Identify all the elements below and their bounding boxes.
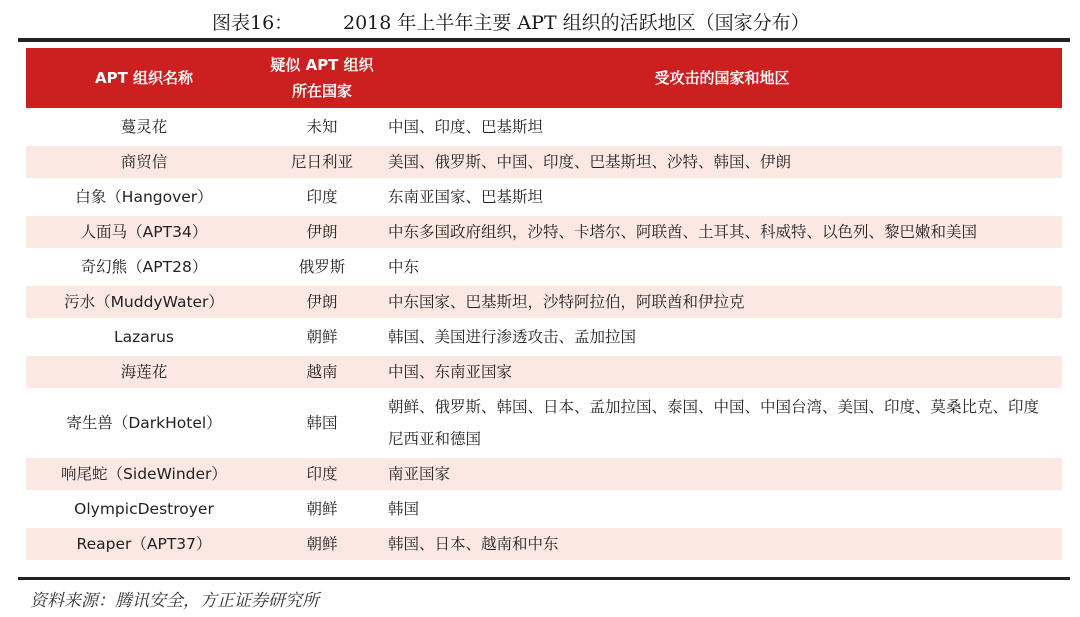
apt-name: 海莲花 bbox=[26, 356, 262, 388]
apt-country: 朝鲜 bbox=[262, 321, 382, 353]
header-name: APT 组织名称 bbox=[26, 48, 262, 108]
table-row bbox=[26, 391, 1062, 455]
apt-name: 蔓灵花 bbox=[26, 111, 262, 143]
apt-country: 越南 bbox=[262, 356, 382, 388]
apt-name: 人面马（APT34） bbox=[26, 216, 262, 248]
table-row bbox=[26, 286, 1062, 318]
apt-targets: 中东多国政府组织，沙特、卡塔尔、阿联酋、土耳其、科威特、以色列、黎巴嫩和美国 bbox=[382, 216, 1062, 248]
apt-targets: 南亚国家 bbox=[382, 458, 1062, 490]
apt-targets: 韩国 bbox=[382, 493, 1062, 525]
top-rule bbox=[18, 38, 1070, 42]
table-header-row bbox=[26, 48, 1062, 108]
apt-targets: 中国、印度、巴基斯坦 bbox=[382, 111, 1062, 143]
apt-targets: 韩国、美国进行渗透攻击、孟加拉国 bbox=[382, 321, 1062, 353]
apt-country: 未知 bbox=[262, 111, 382, 143]
apt-targets: 中国、东南亚国家 bbox=[382, 356, 1062, 388]
table-row bbox=[26, 111, 1062, 143]
apt-name: OlympicDestroyer bbox=[26, 493, 262, 525]
table-row bbox=[26, 181, 1062, 213]
apt-name: Reaper（APT37） bbox=[26, 528, 262, 560]
header-country-line2: 所在国家 bbox=[291, 82, 352, 100]
apt-country: 朝鲜 bbox=[262, 528, 382, 560]
apt-country: 伊朗 bbox=[262, 216, 382, 248]
apt-name: 白象（Hangover） bbox=[26, 181, 262, 213]
table-row bbox=[26, 528, 1062, 560]
bottom-rule bbox=[18, 577, 1070, 580]
apt-country: 朝鲜 bbox=[262, 493, 382, 525]
apt-table bbox=[26, 45, 1062, 563]
apt-targets: 东南亚国家、巴基斯坦 bbox=[382, 181, 1062, 213]
table-row bbox=[26, 458, 1062, 490]
table-row bbox=[26, 146, 1062, 178]
figure-label: 图表16： bbox=[212, 12, 294, 34]
apt-name: 污水（MuddyWater） bbox=[26, 286, 262, 318]
header-targets: 受攻击的国家和地区 bbox=[382, 48, 1062, 108]
header-country bbox=[262, 48, 382, 108]
apt-targets: 朝鲜、俄罗斯、韩国、日本、孟加拉国、泰国、中国、中国台湾、美国、印度、莫桑比克、印度尼西亚和德国 bbox=[382, 391, 1062, 455]
table-row bbox=[26, 216, 1062, 248]
table-row bbox=[26, 356, 1062, 388]
apt-name: 商贸信 bbox=[26, 146, 262, 178]
apt-name: 响尾蛇（SideWinder） bbox=[26, 458, 262, 490]
source-note: 资料来源：腾讯安全，方正证券研究所 bbox=[30, 591, 319, 611]
apt-country: 俄罗斯 bbox=[262, 251, 382, 283]
figure-title: 2018 年上半年主要 APT 组织的活跃地区（国家分布） bbox=[343, 12, 810, 34]
apt-country: 印度 bbox=[262, 458, 382, 490]
figure-caption bbox=[0, 6, 1080, 34]
table-row bbox=[26, 251, 1062, 283]
apt-name: 寄生兽（DarkHotel） bbox=[26, 391, 262, 455]
header-country-line1: 疑似 APT 组织 bbox=[270, 56, 374, 74]
apt-targets: 韩国、日本、越南和中东 bbox=[382, 528, 1062, 560]
table-row bbox=[26, 493, 1062, 525]
apt-country: 韩国 bbox=[262, 391, 382, 455]
table-row bbox=[26, 321, 1062, 353]
apt-targets: 中东国家、巴基斯坦，沙特阿拉伯，阿联酋和伊拉克 bbox=[382, 286, 1062, 318]
apt-name: Lazarus bbox=[26, 321, 262, 353]
apt-country: 尼日利亚 bbox=[262, 146, 382, 178]
apt-name: 奇幻熊（APT28） bbox=[26, 251, 262, 283]
apt-country: 印度 bbox=[262, 181, 382, 213]
apt-targets: 美国、俄罗斯、中国、印度、巴基斯坦、沙特、韩国、伊朗 bbox=[382, 146, 1062, 178]
apt-country: 伊朗 bbox=[262, 286, 382, 318]
apt-targets: 中东 bbox=[382, 251, 1062, 283]
